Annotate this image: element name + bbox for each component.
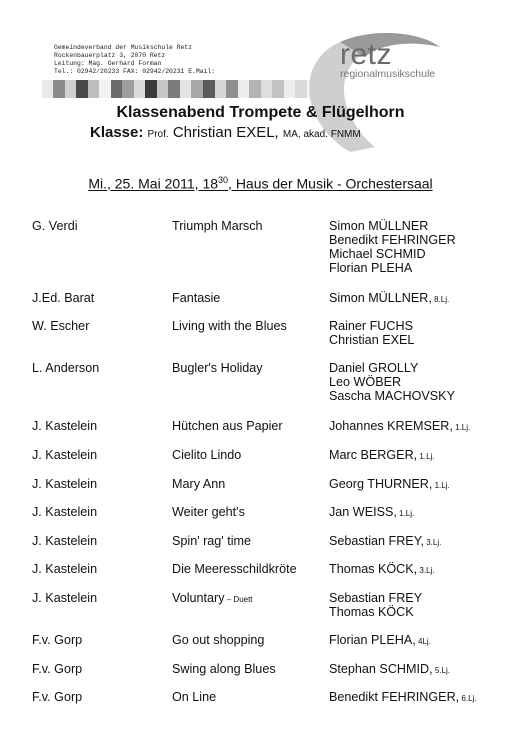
piece-name: Triumph Marsch: [172, 219, 263, 233]
performer: [329, 534, 441, 550]
composer: W. Escher: [32, 319, 90, 333]
date-prefix: Mi., 25. Mai 2011, 18: [88, 175, 219, 192]
composer: F.v. Gorp: [32, 690, 83, 704]
school-address: [54, 44, 304, 76]
lesson-year: 8.Lj.: [431, 295, 450, 304]
address-line: Leitung: Mag. Gerhard Forman: [54, 60, 162, 67]
piece-name: Cielito Lindo: [172, 448, 242, 462]
piece-title: [172, 633, 264, 647]
performers: [329, 477, 450, 493]
lesson-year: 4Lj.: [415, 637, 431, 646]
piece-name: Die Meeresschildkröte: [172, 562, 297, 576]
performer-name: Simon MÜLLNER,: [329, 291, 432, 305]
performer: [329, 562, 435, 578]
address-line: Gemeindeverband der Musikschule Retz: [54, 44, 193, 51]
performer: [329, 219, 456, 233]
lesson-year: 5.Lj.: [432, 666, 450, 675]
performer-name: Simon MÜLLNER: [329, 219, 429, 233]
piece-name: Fantasie: [172, 291, 221, 305]
performer-name: Daniel GROLLY: [329, 361, 419, 375]
piece-name: Hütchen aus Papier: [172, 419, 283, 433]
lesson-year: 1.Lj.: [432, 481, 450, 490]
performers: [329, 562, 435, 578]
performers: [329, 448, 435, 464]
lesson-year: 1.Lj.: [452, 423, 471, 432]
performer: [329, 605, 422, 619]
piece-title: [172, 562, 297, 576]
performer: [329, 233, 456, 247]
lesson-year: 6.Lj.: [459, 694, 477, 703]
event-date-location: [0, 175, 521, 192]
composer: L. Anderson: [32, 361, 100, 375]
performer-name: Thomas KÖCK: [329, 605, 414, 619]
performer-name: Florian PLEHA: [329, 261, 413, 275]
performer-name: Johannes KREMSER,: [329, 419, 453, 433]
performer: [329, 448, 435, 464]
performer-name: Marc BERGER,: [329, 448, 418, 462]
performers: [329, 591, 422, 619]
piece-title: [172, 591, 253, 607]
piece-name: Go out shopping: [172, 633, 265, 647]
composer: G. Verdi: [32, 219, 78, 233]
piece-title: [172, 419, 283, 433]
performer-name: Michael SCHMID: [329, 247, 426, 261]
piece-name: Swing along Blues: [172, 662, 276, 676]
performer-name: Stephan SCHMID,: [329, 662, 433, 676]
performer: [329, 261, 456, 275]
composer: J. Kastelein: [32, 562, 98, 576]
performer: [329, 477, 450, 493]
piece-title: [172, 534, 251, 548]
class-line: [90, 124, 361, 141]
piece-name: Living with the Blues: [172, 319, 287, 333]
composer: J. Kastelein: [32, 534, 98, 548]
performer-name: Jan WEISS,: [329, 505, 397, 519]
composer: F.v. Gorp: [32, 633, 83, 647]
logo-word: retz: [340, 38, 393, 71]
composer: J. Kastelein: [32, 419, 98, 433]
piece-name: Voluntary: [172, 591, 225, 605]
class-teacher: Christian EXEL,: [172, 124, 279, 141]
class-suffix: MA, akad. FNMM: [282, 129, 361, 140]
piece-title: [172, 361, 263, 375]
composer: J.Ed. Barat: [32, 291, 95, 305]
time-minutes: 30: [218, 175, 229, 185]
performer-name: Florian PLEHA,: [329, 633, 416, 647]
date-suffix: , Haus der Musik - Orchestersaal: [228, 175, 433, 192]
performer-name: Thomas KÖCK,: [329, 562, 418, 576]
performer-name: Leo WÖBER: [329, 375, 402, 389]
composer: J. Kastelein: [32, 591, 98, 605]
performer: [329, 505, 414, 521]
page-title: Klassenabend Trompete & Flügelhorn: [116, 104, 405, 121]
piece-name: Bugler's Holiday: [172, 361, 263, 375]
performer: [329, 333, 414, 347]
piece-title: [172, 319, 287, 333]
lesson-year: 3.Lj.: [423, 538, 442, 547]
logo-subtitle: regionalmusikschule: [340, 68, 436, 80]
piece-title: [172, 505, 245, 519]
performer: [329, 690, 477, 706]
performers: [329, 505, 414, 521]
composer: J. Kastelein: [32, 505, 98, 519]
performer: [329, 591, 422, 605]
piece-title: [172, 662, 276, 676]
performer-name: Sascha MACHOVSKY: [329, 389, 455, 403]
composer: F.v. Gorp: [32, 662, 83, 676]
performer-name: Georg THURNER,: [329, 477, 433, 491]
performers: [329, 534, 441, 550]
performer-name: Benedikt FEHRINGER,: [329, 690, 460, 704]
performer-name: Christian EXEL: [329, 333, 415, 347]
performers: [329, 319, 414, 347]
performer: [329, 319, 414, 333]
performer: [329, 291, 449, 307]
performer: [329, 247, 456, 261]
performer: [329, 419, 470, 435]
retz-logo: [340, 38, 436, 80]
performers: [329, 633, 431, 649]
piece-name: Weiter geht's: [172, 505, 245, 519]
performer: [329, 375, 455, 389]
lesson-year: 1.Lj.: [396, 509, 415, 518]
piece-name: Mary Ann: [172, 477, 226, 491]
performer-name: Sebastian FREY: [329, 591, 423, 605]
lesson-year: 1.Lj.: [417, 452, 435, 461]
address-line: Tel.: 02942/20233 FAX: 02942/20231 E.Mail:: [54, 68, 216, 75]
piece-title: [172, 690, 216, 704]
performer-name: Rainer FUCHS: [329, 319, 413, 333]
performers: [329, 361, 455, 403]
piece-name: On Line: [172, 690, 217, 704]
class-prof: Prof.: [147, 129, 169, 140]
performers: [329, 662, 450, 678]
performer: [329, 662, 450, 678]
performer: [329, 389, 455, 403]
lesson-year: 3.Lj.: [417, 566, 435, 575]
performers: [329, 690, 477, 706]
composer: J. Kastelein: [32, 448, 98, 462]
performer: [329, 361, 455, 375]
performer: [329, 633, 431, 649]
piece-title: [172, 219, 263, 233]
performers: [329, 219, 456, 275]
address-line: Rockenbauerplatz 3, 2070 Retz: [54, 52, 166, 59]
piece-name: Spin' rag' time: [172, 534, 252, 548]
piece-title: [172, 477, 225, 491]
performer-name: Sebastian FREY,: [329, 534, 424, 548]
piece-title: [172, 291, 220, 305]
composer: J. Kastelein: [32, 477, 98, 491]
performer-name: Benedikt FEHRINGER: [329, 233, 456, 247]
piece-note: – Duett: [224, 595, 253, 604]
performers: [329, 291, 449, 307]
performers: [329, 419, 470, 435]
piece-title: [172, 448, 241, 462]
class-label: Klasse:: [90, 124, 144, 141]
